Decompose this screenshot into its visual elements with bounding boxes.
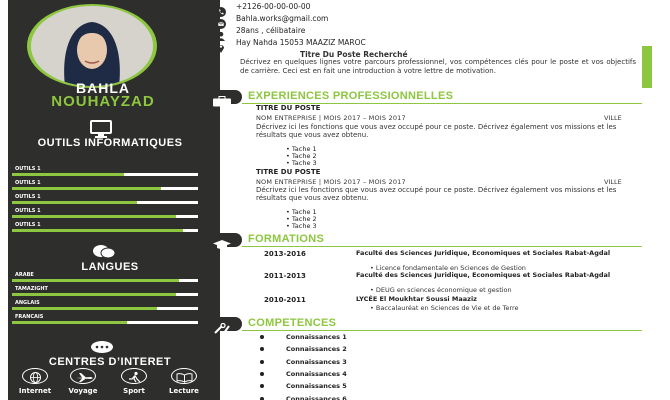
bullet bbox=[260, 384, 264, 388]
hobbies-title: CENTRES D’INTERET bbox=[48, 356, 172, 368]
competence-label: Connaissances 1 bbox=[286, 333, 347, 341]
language-bar-fill bbox=[12, 321, 127, 324]
it-skill-bar-fill bbox=[12, 215, 176, 218]
email-icon bbox=[216, 14, 226, 24]
it-skill-bar-fill bbox=[12, 229, 183, 232]
sport-icon bbox=[121, 368, 147, 384]
it-skill-bar-fill bbox=[12, 201, 137, 204]
competence-item bbox=[260, 370, 347, 378]
contact-address: Hay Nahda 15053 MAAZIZ MAROC bbox=[236, 38, 366, 47]
competences-title: COMPETENCES bbox=[248, 317, 337, 329]
job-title: TITRE DU POSTE bbox=[256, 104, 321, 112]
language-row bbox=[12, 272, 198, 286]
it-skill-bar bbox=[12, 173, 198, 176]
experience-header bbox=[202, 89, 642, 105]
first-name: BAHLA bbox=[76, 80, 130, 96]
accent-tab bbox=[642, 46, 652, 88]
task-item: • Tache 3 bbox=[286, 222, 317, 230]
it-skill-label: OUTILS 1 bbox=[15, 166, 41, 172]
task-item: • Tache 1 bbox=[286, 208, 317, 216]
education-header bbox=[202, 232, 642, 248]
language-row bbox=[12, 286, 198, 300]
job-description: Décrivez ici les fonctions que vous avez occupé pour ce poste. Décrivez également vos missions et les résultats que vous avez obtenu. bbox=[256, 186, 617, 202]
tools-icon bbox=[212, 319, 232, 338]
language-label: ANGLAIS bbox=[15, 300, 40, 306]
it-skill-bar bbox=[12, 229, 198, 232]
hobby-voyage bbox=[61, 368, 105, 395]
bullet bbox=[260, 347, 264, 351]
competence-item bbox=[260, 382, 347, 390]
it-skill-label: OUTILS 1 bbox=[15, 222, 41, 228]
competence-label: Connaissances 5 bbox=[286, 382, 347, 391]
it-skill-row bbox=[12, 166, 198, 180]
it-skill-row bbox=[12, 180, 198, 194]
language-bar-fill bbox=[12, 293, 176, 296]
objective-text: Décrivez en quelques lignes votre parcours professionnel, vos compétences clés pour le poste et vos objectifs de carrière. Ceci est en fait une introduction à votre lettre de motivation. bbox=[240, 58, 636, 75]
contact-email: Bahla.works@gmail.com bbox=[236, 14, 329, 23]
it-skills-title: OUTILS INFORMATIQUES bbox=[37, 137, 183, 149]
language-bar bbox=[12, 293, 198, 296]
competence-label: Connaissances 2 bbox=[286, 345, 347, 354]
it-skill-bar bbox=[12, 187, 198, 190]
plane-icon bbox=[70, 368, 96, 384]
edu-school: Faculté des Sciences Juridique, Economiques et Sociales Rabat-Agdal bbox=[356, 271, 611, 279]
it-skill-label: OUTILS 1 bbox=[15, 194, 41, 200]
edu-degree: • DEUG en sciences économique et gestion bbox=[370, 286, 512, 294]
languages-title: LANGUES bbox=[81, 261, 139, 273]
edu-school: Faculté des Sciences Juridique, Economiques et Sociales Rabat-Agdal bbox=[356, 249, 611, 257]
language-label: TAMAZIGHT bbox=[15, 286, 48, 292]
job-city: VILLE bbox=[604, 114, 622, 122]
language-row bbox=[12, 300, 198, 314]
edu-years: 2010-2011 bbox=[264, 296, 306, 304]
globe-icon bbox=[22, 368, 48, 384]
language-bar bbox=[12, 321, 198, 324]
hobby-sport bbox=[112, 368, 156, 395]
task-item: • Tache 3 bbox=[286, 159, 317, 167]
it-skill-bar bbox=[12, 201, 198, 204]
competence-item bbox=[260, 358, 347, 366]
language-label: FRANCAIS bbox=[15, 314, 44, 320]
language-bar bbox=[12, 279, 198, 282]
bullet bbox=[260, 372, 264, 376]
language-label: ARABE bbox=[15, 272, 34, 278]
job-city: VILLE bbox=[604, 178, 622, 186]
hobby-label: Sport bbox=[123, 387, 145, 395]
education-title: FORMATIONS bbox=[248, 233, 325, 245]
language-bar bbox=[12, 307, 198, 310]
task-item: • Tache 2 bbox=[286, 215, 317, 223]
edu-years: 2013-2016 bbox=[264, 250, 306, 258]
edu-school: LYCÉE El Moukhtar Soussi Maaziz bbox=[356, 295, 477, 303]
objective-title: Titre Du Poste Recherché bbox=[300, 50, 408, 59]
job-meta: NOM ENTREPRISE | MOIS 2017 – MOIS 2017 bbox=[256, 114, 406, 122]
it-skill-label: OUTILS 1 bbox=[15, 180, 41, 186]
it-skill-bar bbox=[12, 215, 198, 218]
language-bar-fill bbox=[12, 279, 179, 282]
phone-icon bbox=[216, 2, 226, 12]
it-skill-bar-fill bbox=[12, 173, 124, 176]
it-skill-row bbox=[12, 208, 198, 222]
contact-status: 28ans , célibataire bbox=[236, 26, 306, 35]
job-title: TITRE DU POSTE bbox=[256, 168, 321, 176]
hobby-label: Voyage bbox=[68, 387, 98, 395]
bullet bbox=[260, 397, 264, 400]
location-icon bbox=[216, 38, 226, 48]
bullet bbox=[260, 360, 264, 364]
last-name: NOUHAYZAD bbox=[51, 93, 155, 110]
graduation-cap-icon bbox=[212, 235, 232, 254]
it-skill-row bbox=[12, 222, 198, 236]
competence-item bbox=[260, 395, 347, 400]
edu-years: 2011-2013 bbox=[264, 272, 306, 280]
language-row bbox=[12, 314, 198, 328]
it-skill-label: OUTILS 1 bbox=[15, 208, 41, 214]
competence-item bbox=[260, 333, 347, 341]
job-meta: NOM ENTREPRISE | MOIS 2017 – MOIS 2017 bbox=[256, 178, 406, 186]
task-item: • Tache 2 bbox=[286, 152, 317, 160]
user-icon bbox=[216, 26, 226, 36]
task-item: • Tache 1 bbox=[286, 145, 317, 153]
edu-degree: • Baccalauréat en Sciences de Vie et de Terre bbox=[370, 304, 519, 312]
competence-label: Connaissances 4 bbox=[286, 369, 347, 378]
bullet bbox=[260, 335, 264, 339]
contact-phone: +2126-00-00-00-00 bbox=[236, 2, 311, 11]
competence-label: Connaissances 3 bbox=[286, 357, 347, 366]
competence-item bbox=[260, 345, 347, 353]
competence-label: Connaissances 6 bbox=[286, 394, 347, 400]
hobby-lecture bbox=[162, 368, 206, 395]
hobby-label: Lecture bbox=[169, 387, 199, 395]
avatar bbox=[31, 6, 153, 86]
it-skill-row bbox=[12, 194, 198, 208]
it-skill-bar-fill bbox=[12, 187, 161, 190]
hobby-label: Internet bbox=[18, 387, 52, 395]
edu-degree: • Licence fondamentale en Sciences de Gestion bbox=[370, 264, 526, 272]
briefcase-icon bbox=[212, 92, 232, 111]
hobby-internet bbox=[13, 368, 57, 395]
experience-title: EXPERIENCES PROFESSIONNELLES bbox=[248, 90, 454, 102]
language-bar-fill bbox=[12, 307, 157, 310]
job-description: Décrivez ici les fonctions que vous avez occupé pour ce poste. Décrivez également vos missions et les résultats que vous avez obtenu. bbox=[256, 123, 617, 139]
competences-header bbox=[202, 316, 642, 332]
book-icon bbox=[171, 368, 197, 384]
